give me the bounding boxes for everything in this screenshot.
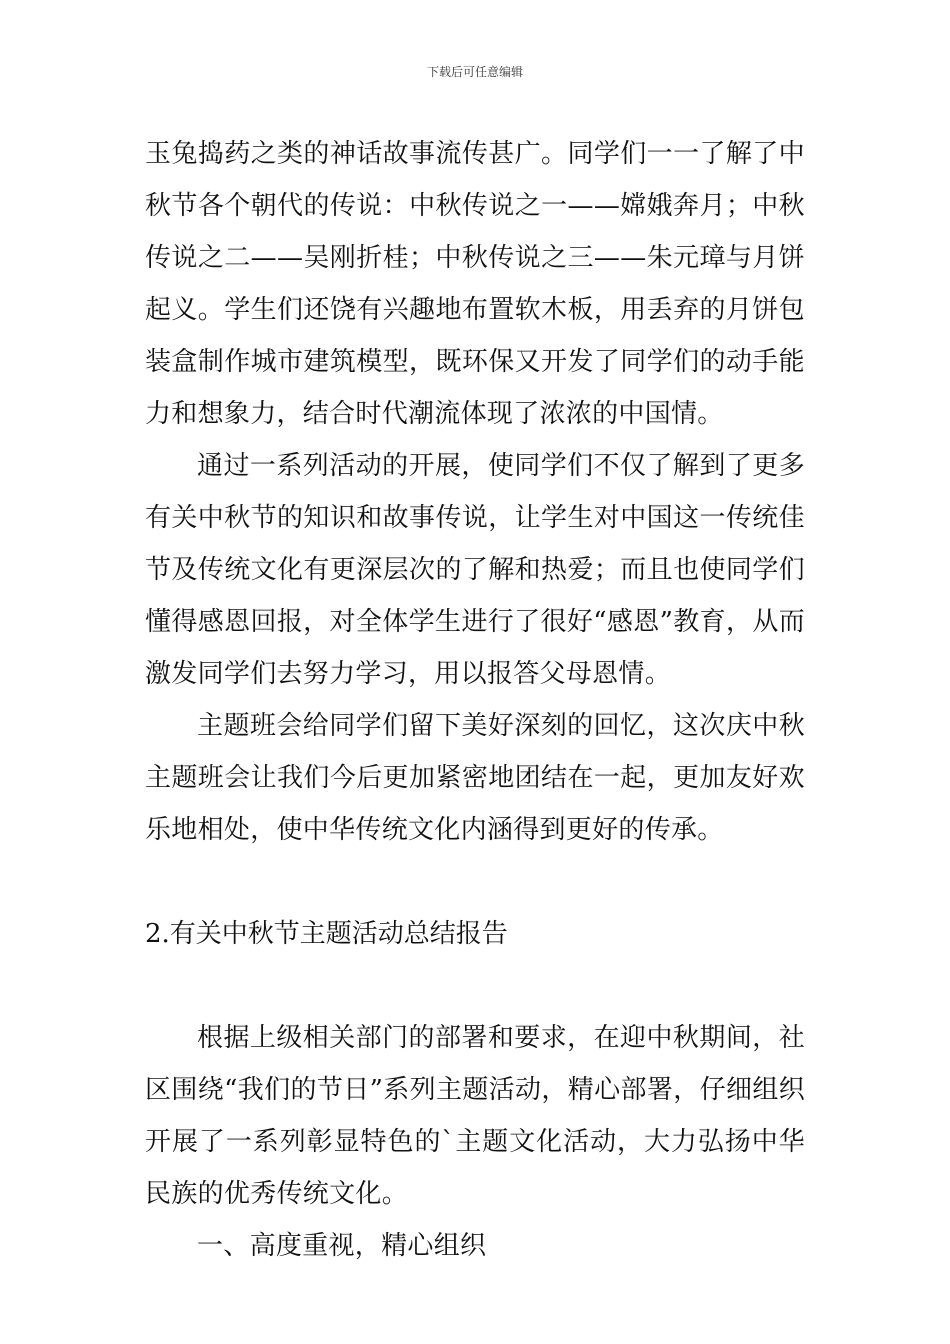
spacer (145, 856, 805, 908)
spacer (145, 960, 805, 1012)
paragraph-5: 一、高度重视，精心组织 (197, 1231, 487, 1261)
document-body (145, 128, 805, 1272)
page-header: 下载后可任意编辑 (426, 65, 523, 79)
paragraph-3: 主题班会给同学们留下美好深刻的回忆，这次庆中秋主题班会让我们今后更加紧密地团结在一起，更加友好欢乐地相处，使中华传统文化内涵得到更好的传承。 (145, 711, 805, 845)
paragraph-2: 通过一系列活动的开展，使同学们不仅了解到了更多有关中秋节的知识和故事传说，让学生对中国这一传统佳节及传统文化有更深层次的了解和热爱；而且也使同学们懂得感恩回报，对全体学生进行了很好“感恩”教育，从而激发同学们去努力学习，用以报答父母恩情。 (145, 451, 805, 689)
section-heading: 2.有关中秋节主题活动总结报告 (145, 919, 508, 949)
paragraph-1: 玉兔捣药之类的神话故事流传甚广。同学们一一了解了中秋节各个朝代的传说：中秋传说之一——嫦娥奔月；中秋传说之二——吴刚折桂；中秋传说之三——朱元璋与月饼起义。学生们还饶有兴趣地布置软木板，用丢弃的月饼包装盒制作城市建筑模型，既环保又开发了同学们的动手能力和想象力，结合时代潮流体现了浓浓的中国情。 (145, 139, 805, 429)
paragraph-4: 根据上级相关部门的部署和要求，在迎中秋期间，社区围绕“我们的节日”系列主题活动，精心部署，仔细组织开展了一系列彰显特色的`主题文化活动，大力弘扬中华民族的优秀传统文化。 (145, 1023, 805, 1209)
